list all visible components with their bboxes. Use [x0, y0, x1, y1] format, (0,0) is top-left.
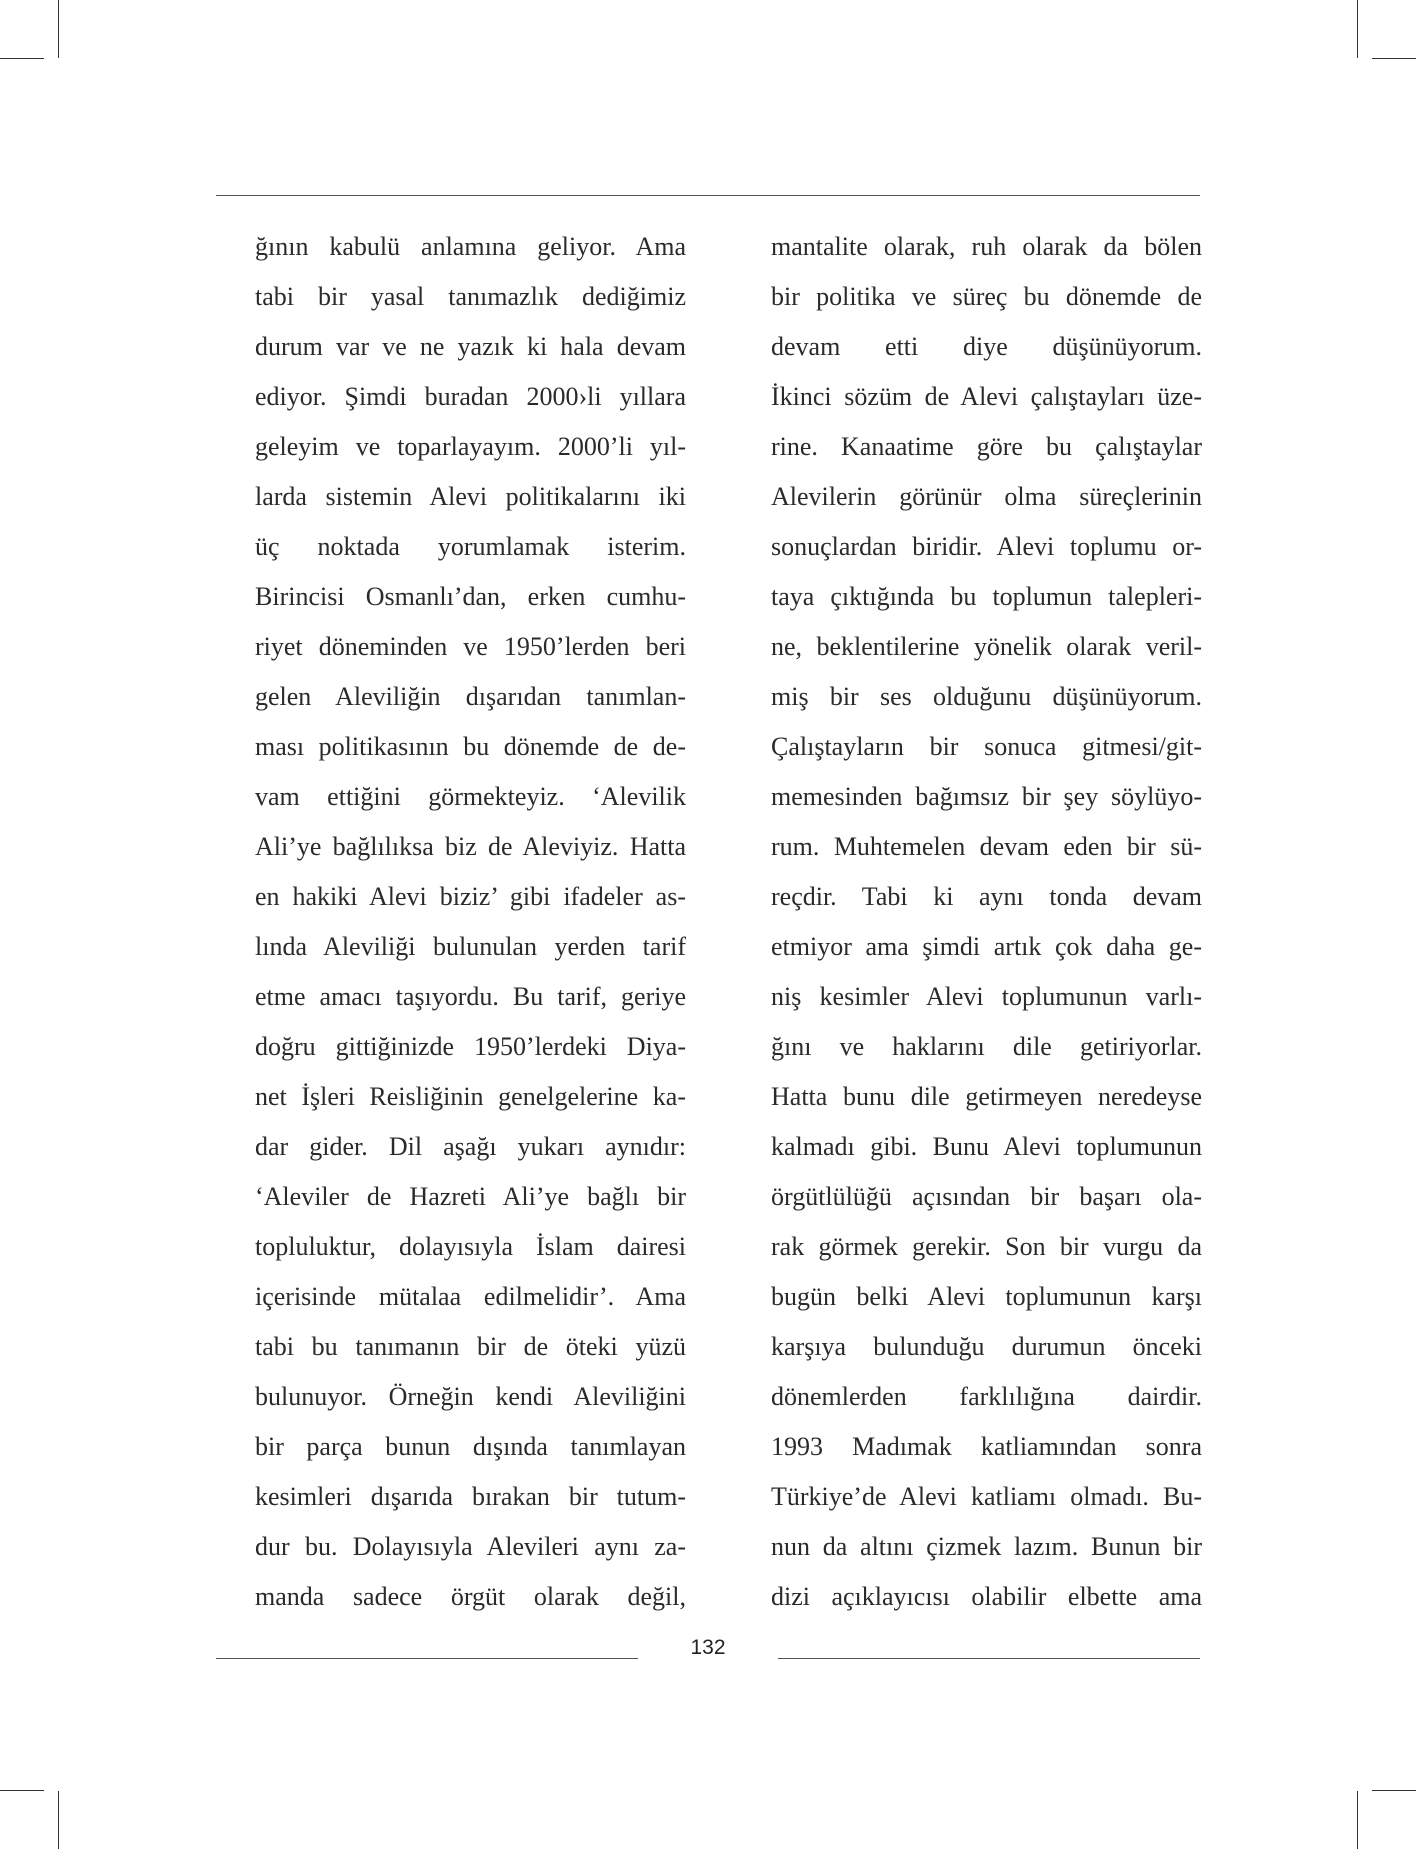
- text-line: topluluktur, dolayısıyla İslam dairesi: [255, 1232, 686, 1261]
- text-line: riyet döneminden ve 1950’lerden beri: [255, 632, 686, 661]
- crop-mark-top-right-horizontal: [1372, 58, 1416, 59]
- text-line: bir politika ve süreç bu dönemde de: [771, 282, 1202, 311]
- text-line: memesinden bağımsız bir şey söylüyo-: [771, 782, 1202, 811]
- text-line: Ali’ye bağlılıksa biz de Aleviyiz. Hatta: [255, 832, 686, 861]
- text-line: bir parça bunun dışında tanımlayan: [255, 1432, 686, 1461]
- text-line: rak görmek gerekir. Son bir vurgu da: [771, 1232, 1202, 1261]
- text-line: vam ettiğini görmekteyiz. ‘Alevilik: [255, 782, 686, 811]
- text-line: dur bu. Dolayısıyla Alevileri aynı za-: [255, 1532, 686, 1561]
- text-line: larda sistemin Alevi politikalarını iki: [255, 482, 686, 511]
- text-line: taya çıktığında bu toplumun talepleri-: [771, 582, 1202, 611]
- text-line: miş bir ses olduğunu düşünüyorum.: [771, 682, 1202, 711]
- text-line: doğru gittiğinizde 1950’lerdeki Diya-: [255, 1032, 686, 1061]
- text-line: ne, beklentilerine yönelik olarak veril-: [771, 632, 1202, 661]
- text-line: dizi açıklayıcısı olabilir elbette ama: [771, 1582, 1202, 1611]
- text-line: 1993 Madımak katliamından sonra: [771, 1432, 1202, 1461]
- text-line: net İşleri Reisliğinin genelgelerine ka-: [255, 1082, 686, 1111]
- text-line: bulunuyor. Örneğin kendi Aleviliğini: [255, 1382, 686, 1411]
- text-line: İkinci sözüm de Alevi çalıştayları üze-: [771, 382, 1202, 411]
- right-text-column: [771, 222, 1202, 1622]
- crop-mark-top-left-horizontal: [0, 58, 44, 59]
- left-text-column: [255, 222, 686, 1622]
- crop-mark-bottom-left-horizontal: [0, 1790, 44, 1791]
- text-line: en hakiki Alevi biziz’ gibi ifadeler as-: [255, 882, 686, 911]
- crop-mark-top-left-vertical: [58, 0, 59, 58]
- text-line: içerisinde mütalaa edilmelidir’. Ama: [255, 1282, 686, 1311]
- text-line: Çalıştayların bir sonuca gitmesi/git-: [771, 732, 1202, 761]
- text-line: rum. Muhtemelen devam eden bir sü-: [771, 832, 1202, 861]
- text-line: dönemlerden farklılığına dairdir.: [771, 1382, 1202, 1411]
- text-line: etme amacı taşıyordu. Bu tarif, geriye: [255, 982, 686, 1011]
- page-number: 132: [690, 1636, 726, 1659]
- text-line: ‘Aleviler de Hazreti Ali’ye bağlı bir: [255, 1182, 686, 1211]
- text-line: ması politikasının bu dönemde de de-: [255, 732, 686, 761]
- text-line: örgütlülüğü açısından bir başarı ola-: [771, 1182, 1202, 1211]
- text-line: niş kesimler Alevi toplumunun varlı-: [771, 982, 1202, 1011]
- text-line: etmiyor ama şimdi artık çok daha ge-: [771, 932, 1202, 961]
- text-line: tabi bu tanımanın bir de öteki yüzü: [255, 1332, 686, 1361]
- text-line: Türkiye’de Alevi katliamı olmadı. Bu-: [771, 1482, 1202, 1511]
- text-line: lında Aleviliği bulunulan yerden tarif: [255, 932, 686, 961]
- text-line: kesimleri dışarıda bırakan bir tutum-: [255, 1482, 686, 1511]
- text-line: durum var ve ne yazık ki hala devam: [255, 332, 686, 361]
- text-line: geleyim ve toparlayayım. 2000’li yıl-: [255, 432, 686, 461]
- text-line: gelen Aleviliğin dışarıdan tanımlan-: [255, 682, 686, 711]
- text-line: Alevilerin görünür olma süreçlerinin: [771, 482, 1202, 511]
- text-line: Hatta bunu dile getirmeyen neredeyse: [771, 1082, 1202, 1111]
- footer-rule-right: [778, 1658, 1200, 1659]
- text-line: nun da altını çizmek lazım. Bunun bir: [771, 1532, 1202, 1561]
- text-line: reçdir. Tabi ki aynı tonda devam: [771, 882, 1202, 911]
- text-line: üç noktada yorumlamak isterim.: [255, 532, 686, 561]
- text-line: rine. Kanaatime göre bu çalıştaylar: [771, 432, 1202, 461]
- text-line: bugün belki Alevi toplumunun karşı: [771, 1282, 1202, 1311]
- text-line: ediyor. Şimdi buradan 2000›li yıllara: [255, 382, 686, 411]
- text-line: tabi bir yasal tanımazlık dediğimiz: [255, 282, 686, 311]
- text-line: dar gider. Dil aşağı yukarı aynıdır:: [255, 1132, 686, 1161]
- crop-mark-bottom-right-vertical: [1357, 1791, 1358, 1849]
- text-line: ğını ve haklarını dile getiriyorlar.: [771, 1032, 1202, 1061]
- text-line: manda sadece örgüt olarak değil,: [255, 1582, 686, 1611]
- text-line: kalmadı gibi. Bunu Alevi toplumunun: [771, 1132, 1202, 1161]
- footer-rule-left: [216, 1658, 638, 1659]
- text-line: karşıya bulunduğu durumun önceki: [771, 1332, 1202, 1361]
- crop-mark-bottom-left-vertical: [58, 1791, 59, 1849]
- text-line: devam etti diye düşünüyorum.: [771, 332, 1202, 361]
- text-line: ğının kabulü anlamına geliyor. Ama: [255, 232, 686, 261]
- header-rule: [216, 195, 1200, 196]
- text-line: sonuçlardan biridir. Alevi toplumu or-: [771, 532, 1202, 561]
- text-line: mantalite olarak, ruh olarak da bölen: [771, 232, 1202, 261]
- crop-mark-bottom-right-horizontal: [1372, 1790, 1416, 1791]
- text-line: Birincisi Osmanlı’dan, erken cumhu-: [255, 582, 686, 611]
- crop-mark-top-right-vertical: [1357, 0, 1358, 58]
